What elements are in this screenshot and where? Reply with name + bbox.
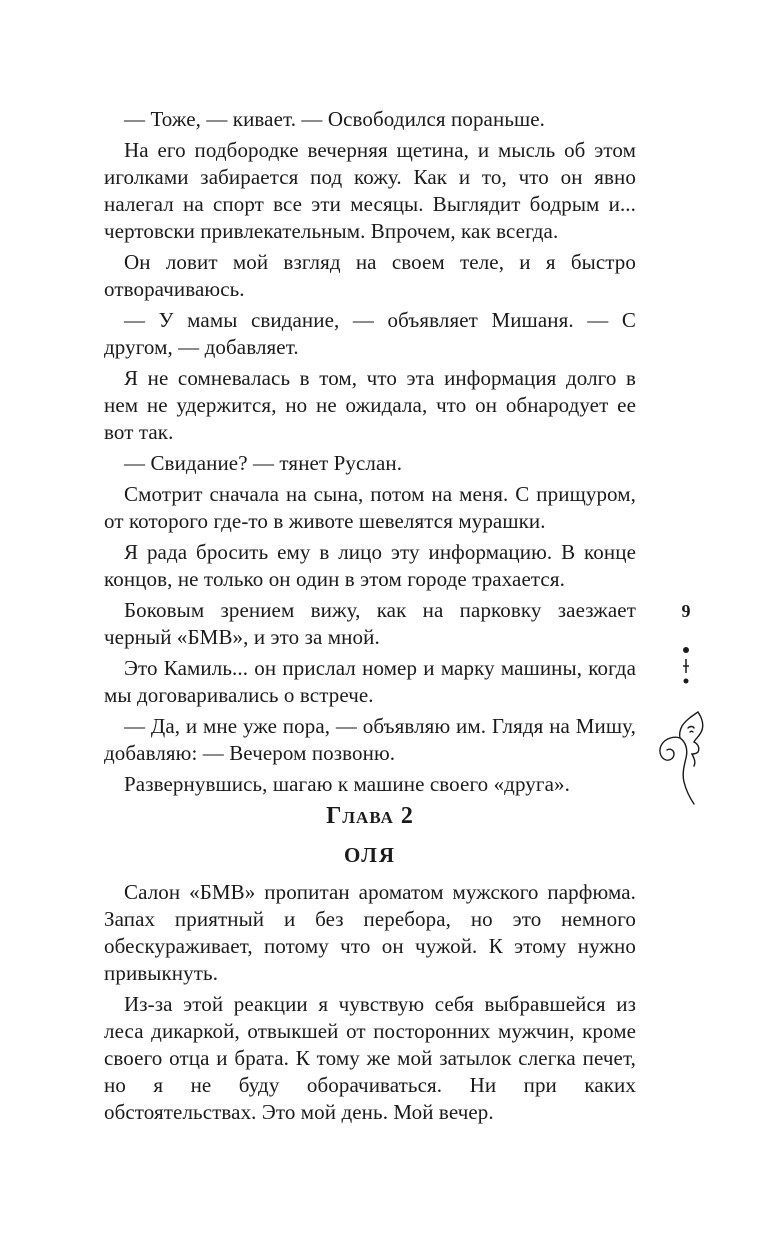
text-block-bottom (104, 879, 636, 1130)
chapter-subtitle: ОЛЯ (343, 843, 397, 867)
paragraph: — У мамы свидание, — объявляет Мишаня. — С другом, — добавляет. (104, 308, 636, 359)
paragraph: — Свидание? — тянет Руслан. (124, 451, 403, 475)
paragraph: — Да, и мне уже пора, — объявляю им. Глядя на Мишу, добавляю: — Вечером позвоню. (104, 714, 636, 765)
paragraph: Я не сомневалась в том, что эта информация долго в нем не удержится, но не ожидала, что он обнародует ее вот так. (104, 366, 636, 444)
paragraph: На его подбородке вечерняя щетина, и мысль об этом иголками забирается под кожу. Как и то, что он явно налегал на спорт все эти месяцы. Выглядит бодрым и... чертовски привлекательным. Впрочем, как всегда. (104, 138, 636, 243)
paragraph: Развернувшись, шагаю к машине своего «друга». (124, 772, 570, 796)
paragraph: Боковым зрением вижу, как на парковку заезжает черный «БМВ», и это за мной. (104, 598, 636, 649)
paragraph: — Тоже, — кивает. — Освободился пораньше. (124, 107, 546, 131)
paragraph: Из-за этой реакции я чувствую себя выбравшейся из леса дикаркой, отвыкшей от посторонних мужчин, кроме своего отца и брата. К тому же мой затылок слегка печет, но я не буду оборачиваться. Ни при каких обстоятельствах. Это мой день. Мой вечер. (104, 992, 636, 1124)
paragraph: Он ловит мой взгляд на своем теле, и я быстро отворачиваюсь. (104, 250, 636, 301)
face-profile-icon (652, 708, 722, 808)
paragraph: Смотрит сначала на сына, потом на меня. С прищуром, от которого где-то в животе шевелятся мурашки. (104, 482, 636, 533)
paragraph: Я рада бросить ему в лицо эту информацию. В конце концов, не только он один в этом городе трахается. (104, 540, 636, 591)
text-block-top (104, 106, 636, 802)
chapter-title: Глава 2 (326, 803, 414, 829)
paragraph: Салон «БМВ» пропитан ароматом мужского парфюма. Запах приятный и без перебора, но это немного обескураживает, потому что он чужой. К этому нужно привыкнуть. (104, 880, 636, 985)
vertical-dots-icon (678, 646, 694, 686)
page-number: 9 (681, 601, 691, 621)
paragraph: Это Камиль... он прислал номер и марку машины, когда мы договаривались о встрече. (104, 656, 636, 707)
